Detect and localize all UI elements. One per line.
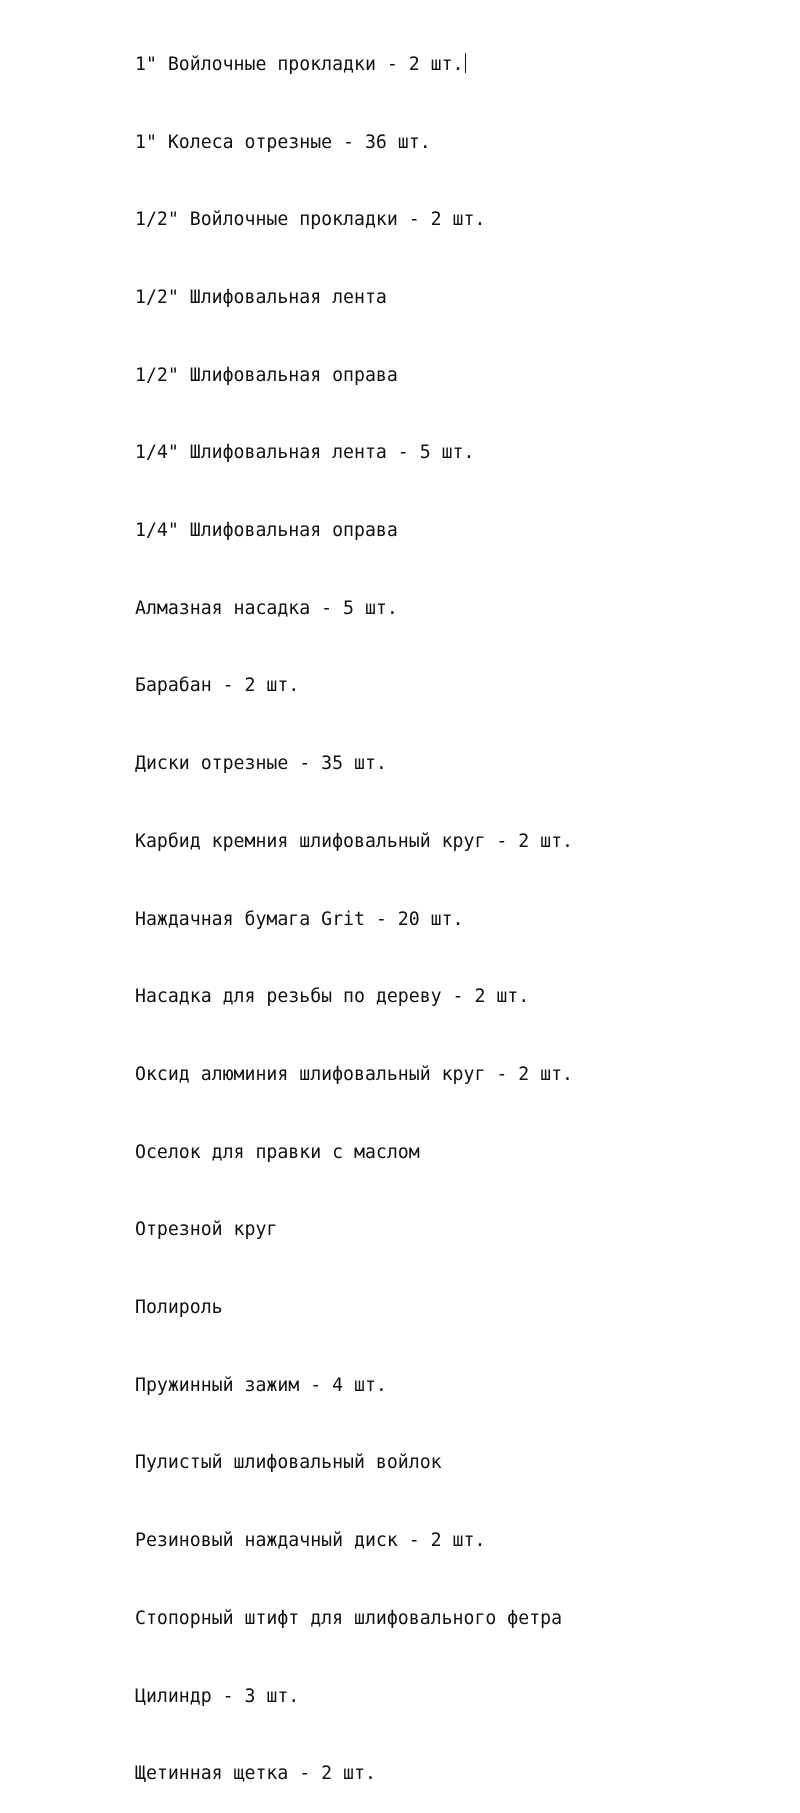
text-line (135, 207, 573, 233)
text-line (135, 1295, 573, 1321)
text-document[interactable] (135, 0, 573, 1813)
text-line (135, 1528, 573, 1554)
text-line-content: Цилиндр - 3 шт. (135, 1685, 300, 1707)
text-line-content: Карбид кремния шлифовальный круг - 2 шт. (135, 830, 573, 852)
text-line-content: 1/2" Шлифовальная лента (135, 286, 387, 308)
text-line-content: 1/2" Шлифовальная оправа (135, 364, 398, 386)
text-line-content: Резиновый наждачный диск - 2 шт. (135, 1530, 486, 1552)
text-line (135, 1217, 573, 1243)
text-line (135, 673, 573, 699)
text-line-content: Алмазная насадка - 5 шт. (135, 597, 398, 619)
text-line-content: Полироль (135, 1297, 223, 1319)
text-line (135, 829, 573, 855)
text-line (135, 596, 573, 622)
text-line (135, 518, 573, 544)
text-line-content: Стопорный штифт для шлифовального фетра (135, 1607, 563, 1629)
text-line-content: 1" Колеса отрезные - 36 шт. (135, 131, 431, 153)
text-line (135, 285, 573, 311)
text-line (135, 1761, 573, 1787)
text-line (135, 1140, 573, 1166)
text-line-content: 1/4" Шлифовальная оправа (135, 520, 398, 542)
text-line (135, 751, 573, 777)
text-line (135, 52, 573, 78)
text-line (135, 1062, 573, 1088)
text-line-content: 1" Войлочные прокладки - 2 шт. (135, 53, 464, 75)
text-line (135, 363, 573, 389)
text-line-content: Барабан - 2 шт. (135, 675, 300, 697)
text-line-content: Щетинная щетка - 2 шт. (135, 1763, 376, 1785)
text-line-content: Отрезной круг (135, 1219, 278, 1241)
text-line (135, 1373, 573, 1399)
text-line (135, 1684, 573, 1710)
text-line (135, 130, 573, 156)
text-caret (465, 53, 466, 73)
text-line-content: Оксид алюминия шлифовальный круг - 2 шт. (135, 1063, 573, 1085)
text-line-content: Диски отрезные - 35 шт. (135, 753, 387, 775)
text-line-content: Насадка для резьбы по дереву - 2 шт. (135, 986, 530, 1008)
text-line-content: Оселок для правки с маслом (135, 1141, 420, 1163)
text-line-content: 1/4" Шлифовальная лента - 5 шт. (135, 442, 475, 464)
text-line-content: Пулистый шлифовальный войлок (135, 1452, 442, 1474)
text-line (135, 1606, 573, 1632)
text-line-content: 1/2" Войлочные прокладки - 2 шт. (135, 209, 486, 231)
text-line (135, 907, 573, 933)
text-line (135, 984, 573, 1010)
text-line (135, 1450, 573, 1476)
text-line-content: Пружинный зажим - 4 шт. (135, 1374, 387, 1396)
text-line-content: Наждачная бумага Grit - 20 шт. (135, 908, 464, 930)
text-line (135, 440, 573, 466)
